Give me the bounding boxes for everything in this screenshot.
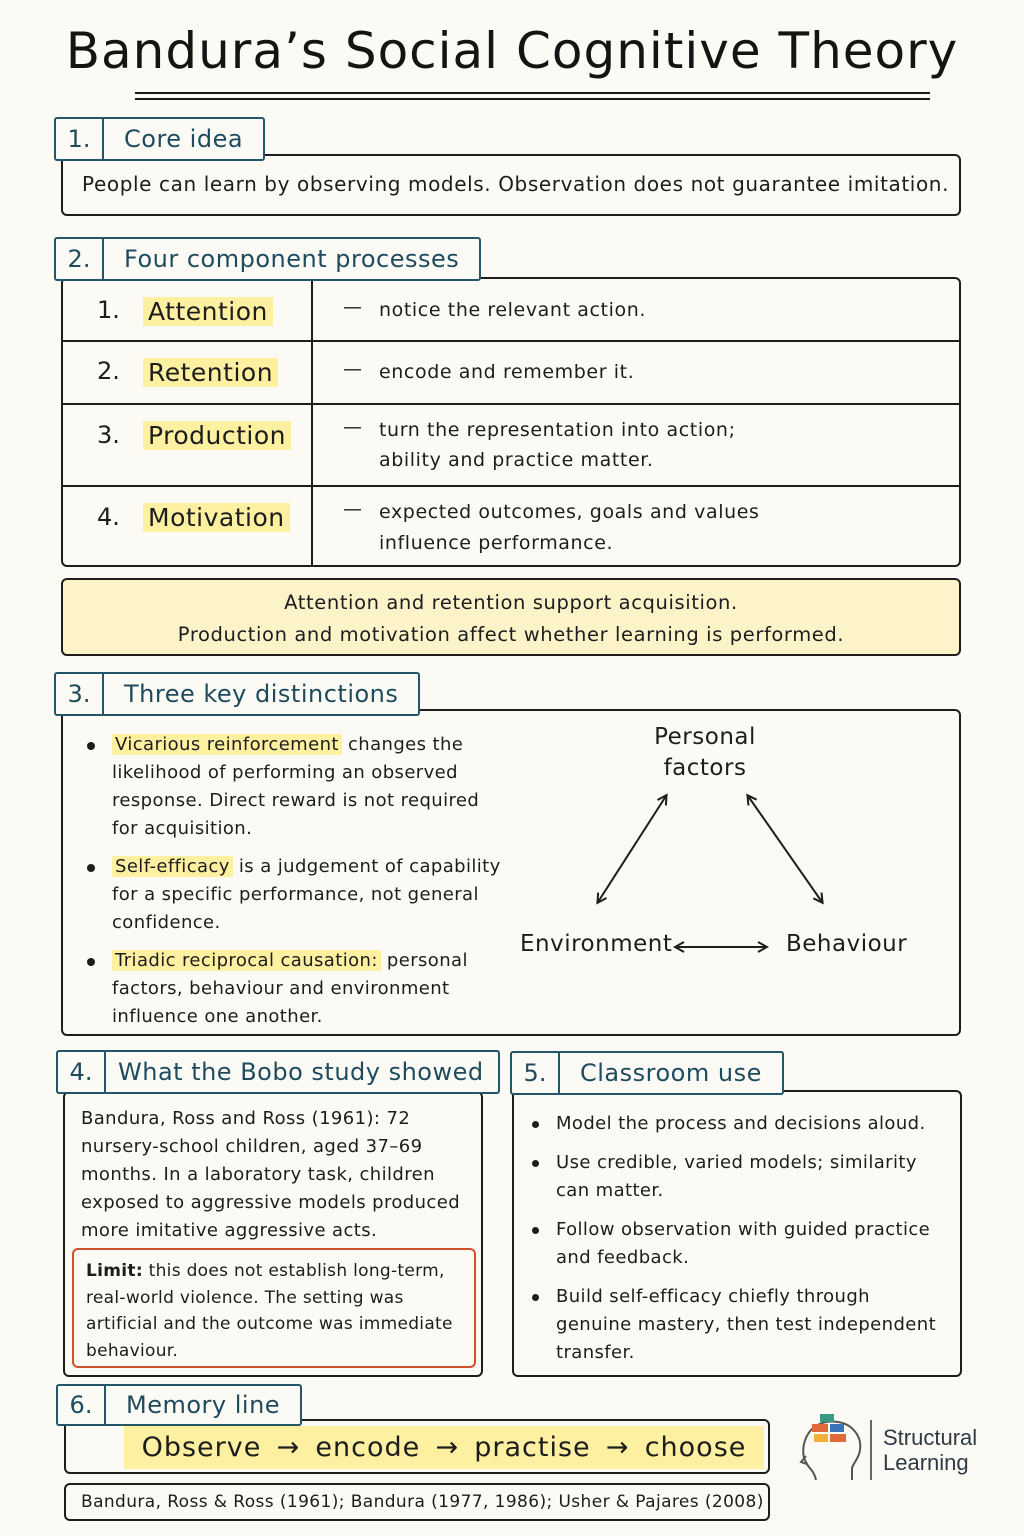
section-number: 5. bbox=[512, 1053, 560, 1093]
bobo-text: Bandura, Ross and Ross (1961): 72 nursery-school children, aged 37–69 months. In a laboratory task, children exposed to aggressive models produced more imitative aggressive acts. bbox=[81, 1108, 461, 1241]
triad-arrows bbox=[560, 780, 860, 970]
memory-step: practise bbox=[474, 1432, 591, 1463]
process-description: expected outcomes, goals and values bbox=[379, 501, 760, 523]
row-number: 4. bbox=[97, 503, 120, 531]
process-term: Attention bbox=[143, 297, 273, 326]
triad-personal-factors bbox=[620, 722, 790, 784]
core-idea-text: People can learn by observing models. Observation does not guarantee imitation. bbox=[82, 172, 950, 196]
arrow-icon: → bbox=[276, 1432, 301, 1463]
list-item: Model the process and decisions aloud. bbox=[530, 1110, 950, 1138]
process-description: influence performance. bbox=[379, 532, 614, 554]
page-title: Bandura’s Social Cognitive Theory bbox=[65, 22, 959, 80]
list-item bbox=[85, 731, 505, 843]
highlighted-term: Triadic reciprocal causation: bbox=[112, 950, 381, 971]
row-number: 1. bbox=[97, 296, 120, 324]
processes-summary bbox=[61, 578, 961, 656]
limit-box bbox=[72, 1248, 476, 1368]
bullet-text: is a judgement of capability for a specific performance, not general confidence. bbox=[112, 856, 501, 933]
summary-line: Production and motivation affect whether learning is performed. bbox=[177, 623, 845, 646]
structural-learning-logo-icon bbox=[798, 1410, 868, 1486]
section-label: Classroom use bbox=[580, 1059, 762, 1087]
memory-line-strip bbox=[124, 1426, 764, 1469]
section-number: 4. bbox=[58, 1052, 106, 1092]
classroom-box bbox=[512, 1090, 962, 1377]
row-dash: — bbox=[343, 416, 362, 438]
bobo-box bbox=[63, 1091, 483, 1377]
list-item: Use credible, varied models; similarity can matter. bbox=[530, 1149, 950, 1205]
limit-label: Limit: bbox=[86, 1261, 143, 1281]
logo-divider bbox=[870, 1420, 872, 1480]
section-number: 2. bbox=[56, 239, 104, 279]
bullet-text: personal factors, behaviour and environment influence one another. bbox=[112, 950, 468, 1027]
classroom-list bbox=[530, 1110, 950, 1378]
section-label: What the Bobo study showed bbox=[118, 1058, 484, 1086]
title-underline bbox=[135, 92, 930, 94]
process-description: notice the relevant action. bbox=[379, 299, 646, 321]
process-term: Retention bbox=[143, 358, 278, 387]
process-description: turn the representation into action; bbox=[379, 419, 736, 441]
section-3-tab bbox=[54, 672, 420, 716]
references: Bandura, Ross & Ross (1961); Bandura (1977, 1986); Usher & Pajares (2008) bbox=[64, 1483, 770, 1521]
processes-table bbox=[61, 277, 961, 567]
section-4-tab bbox=[56, 1050, 500, 1094]
triad-behaviour: Behaviour bbox=[786, 931, 908, 957]
row-dash: — bbox=[343, 296, 362, 318]
arrow-personal-environment bbox=[598, 796, 666, 902]
title-underline-2 bbox=[135, 98, 930, 100]
triad-label-line: factors bbox=[663, 755, 747, 781]
section-6-tab bbox=[56, 1384, 302, 1426]
logo-line: Learning bbox=[883, 1450, 969, 1475]
row-number: 2. bbox=[97, 357, 120, 385]
list-item: Follow observation with guided practice and feedback. bbox=[530, 1216, 950, 1272]
process-term: Production bbox=[143, 421, 291, 450]
bullet-text: changes the likelihood of performing an observed response. Direct reward is not required for acquisition. bbox=[112, 734, 480, 839]
section-label: Three key distinctions bbox=[124, 680, 399, 708]
section-1-tab bbox=[54, 117, 265, 161]
triad-environment: Environment bbox=[520, 931, 673, 957]
row-dash: — bbox=[343, 498, 362, 520]
table-row bbox=[63, 279, 959, 342]
memory-step: encode bbox=[315, 1432, 421, 1463]
section-number: 6. bbox=[58, 1386, 106, 1424]
limit-text: this does not establish long-term, real-world violence. The setting was artificial and the outcome was immediate behaviour. bbox=[86, 1261, 453, 1361]
summary-line: Attention and retention support acquisition. bbox=[284, 591, 738, 614]
section-number: 1. bbox=[56, 119, 104, 159]
section-2-tab bbox=[54, 237, 481, 281]
table-row bbox=[63, 405, 959, 487]
section-label: Memory line bbox=[126, 1391, 281, 1419]
row-dash: — bbox=[343, 358, 362, 380]
triad-label-line: Personal bbox=[654, 724, 756, 750]
list-item bbox=[85, 947, 505, 1031]
process-description: ability and practice matter. bbox=[379, 449, 654, 471]
memory-step: choose bbox=[644, 1432, 747, 1463]
table-row bbox=[63, 342, 959, 405]
process-term: Motivation bbox=[143, 503, 290, 532]
distinctions-list bbox=[85, 731, 505, 1041]
memory-line-box bbox=[64, 1419, 770, 1474]
table-row bbox=[63, 487, 959, 567]
section-5-tab bbox=[510, 1051, 784, 1095]
arrow-personal-behaviour bbox=[748, 796, 822, 902]
row-number: 3. bbox=[97, 421, 120, 449]
section-number: 3. bbox=[56, 674, 104, 714]
arrow-icon: → bbox=[605, 1432, 630, 1463]
section-label: Core idea bbox=[124, 125, 244, 153]
logo-wordmark bbox=[883, 1425, 977, 1475]
highlighted-term: Vicarious reinforcement bbox=[112, 734, 342, 755]
logo-line: Structural bbox=[883, 1425, 978, 1450]
list-item: Build self-efficacy chiefly through genuine mastery, then test independent transfer. bbox=[530, 1283, 950, 1367]
list-item bbox=[85, 853, 505, 937]
arrow-icon: → bbox=[435, 1432, 460, 1463]
memory-step: Observe bbox=[141, 1432, 262, 1463]
section-label: Four component processes bbox=[124, 245, 460, 273]
highlighted-term: Self-efficacy bbox=[112, 856, 233, 877]
process-description: encode and remember it. bbox=[379, 361, 635, 383]
